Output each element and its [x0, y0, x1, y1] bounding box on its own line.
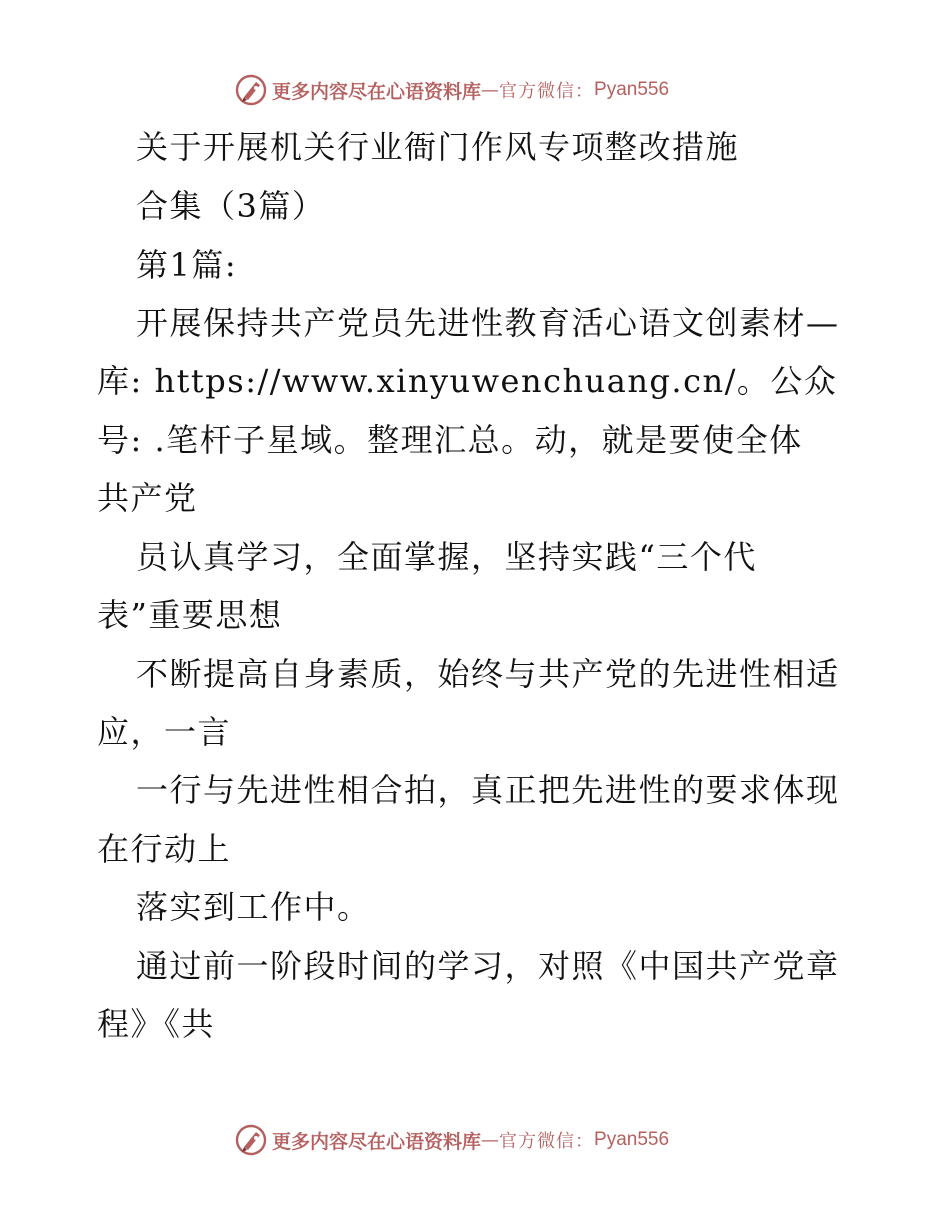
banner-brand-text: 更多内容尽在心语资料库 — [272, 1130, 482, 1153]
footer-banner — [234, 1122, 714, 1158]
body-line: 库: https://www.xinyuwenchuang.cn/。公众 — [97, 362, 838, 400]
body-line: 在行动上 — [97, 830, 232, 868]
banner-brand-text: 更多内容尽在心语资料库 — [272, 80, 482, 103]
body-line: 员认真学习，全面掌握，坚持实践“三个代 — [136, 538, 757, 576]
body-line: 程》《共 — [97, 1005, 216, 1043]
banner-wechat-label: 官方微信： — [499, 81, 595, 102]
body-line: 一行与先进性相合拍，真正把先进性的要求体现 — [136, 771, 840, 809]
section-heading: 第1篇: — [136, 246, 238, 284]
body-line: 开展保持共产党员先进性教育活心语文创素材— — [136, 304, 840, 342]
body-line: 号: .笔杆子星域。整理汇总。动，就是要使全体 — [97, 421, 803, 459]
body-line: 通过前一阶段时间的学习，对照《中国共产党章 — [136, 947, 840, 985]
banner-wechat-label: 官方微信： — [499, 1131, 595, 1152]
banner-wechat-id: Pyan556 — [594, 79, 670, 100]
document-title-line-1: 关于开展机关行业衙门作风专项整改措施 — [136, 128, 740, 166]
body-line: 表”重要思想 — [97, 596, 283, 634]
banner-separator: — — [481, 1129, 500, 1151]
body-line: 应，一言 — [97, 713, 232, 751]
body-line: 落实到工作中。 — [136, 888, 371, 926]
banner-wechat-id: Pyan556 — [594, 1129, 670, 1150]
pen-logo-icon — [234, 1123, 268, 1157]
body-line: 不断提高自身素质，始终与共产党的先进性相适 — [136, 655, 840, 693]
pen-logo-icon — [234, 73, 268, 107]
banner-separator: — — [481, 79, 500, 101]
body-line: 共产党 — [97, 479, 198, 517]
header-banner — [234, 72, 714, 108]
document-title-line-2: 合集（3篇） — [136, 187, 326, 225]
